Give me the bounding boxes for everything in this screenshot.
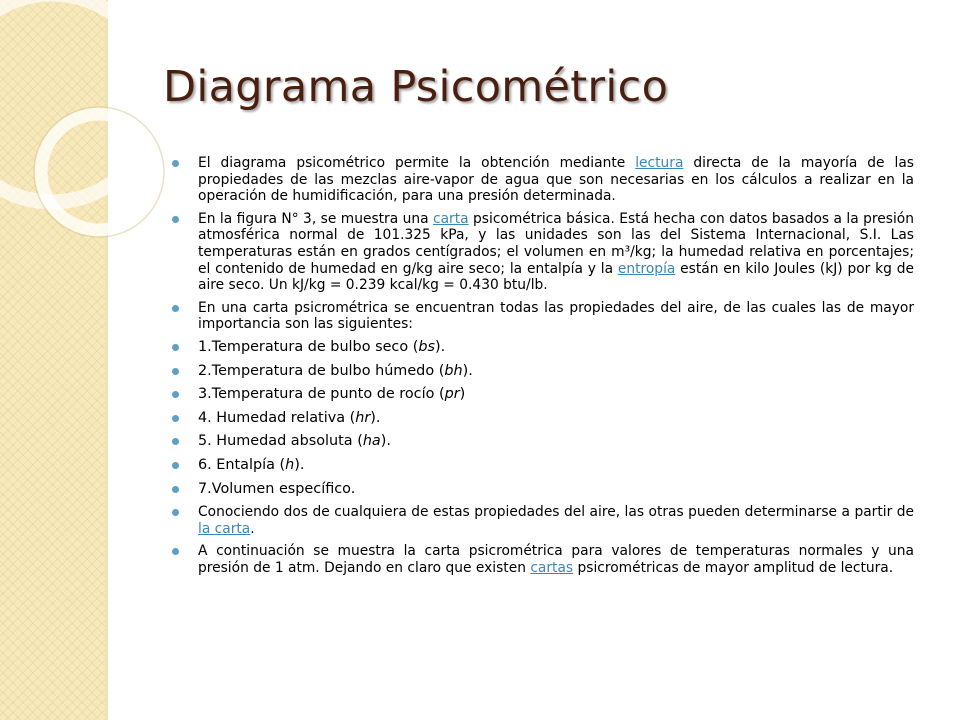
bullet-icon	[172, 509, 179, 516]
property-abbr: bh	[444, 362, 463, 379]
bullet-icon	[172, 160, 179, 167]
property-end: ).	[294, 456, 305, 473]
property-abbr: bs	[418, 338, 435, 355]
property-text: 6. Entalpía (	[198, 456, 286, 473]
link-cartas[interactable]: cartas	[530, 559, 574, 576]
property-item	[172, 410, 914, 427]
side-band-edge	[105, 0, 108, 720]
property-abbr: hr	[355, 409, 371, 426]
property-item	[172, 339, 914, 356]
property-text: 1.Temperatura de bulbo seco (	[198, 338, 419, 355]
list-item	[172, 504, 914, 537]
property-item	[172, 363, 914, 380]
link-la-carta[interactable]: la carta	[198, 520, 251, 537]
paragraph-text: psicrométricas de mayor amplitud de lectura.	[573, 559, 894, 576]
bullet-icon	[172, 391, 179, 398]
list-item	[172, 300, 914, 333]
bullet-icon	[172, 486, 179, 493]
paragraph-text: .	[250, 520, 255, 537]
decorative-side-band	[0, 0, 106, 720]
property-item	[172, 481, 914, 498]
list-item	[172, 543, 914, 576]
property-text: 2.Temperatura de bulbo húmedo (	[198, 362, 445, 379]
bullet-icon	[172, 438, 179, 445]
property-abbr: h	[285, 456, 295, 473]
bullet-icon	[172, 415, 179, 422]
property-item	[172, 457, 914, 474]
property-text: 3.Temperatura de punto de rocío (	[198, 386, 445, 403]
paragraph-text: directa de la mayoría de las propiedades de las mezclas aire-vapor de agua que son necesarias en los cálculos a realizar en la operación de humidificación, para una presión determinada.	[198, 155, 914, 205]
property-end: )	[459, 386, 466, 403]
property-item	[172, 386, 914, 403]
link-carta[interactable]: carta	[433, 210, 469, 227]
paragraph-text: están en kilo Joules (kJ) por kg de aire seco. Un kJ/kg = 0.239 kcal/kg = 0.430 btu/lb.	[198, 260, 914, 294]
paragraph-text: A continuación se muestra la carta psicrométrica para valores de temperaturas normales y una presión de 1 atm. Dejando en claro que existen	[198, 543, 914, 576]
bullet-icon	[172, 344, 179, 351]
bullet-icon	[172, 216, 179, 223]
property-end: ).	[370, 409, 381, 426]
paragraph-text: En la figura N° 3, se muestra una	[198, 210, 434, 227]
property-item	[172, 433, 914, 450]
bullet-icon	[172, 368, 179, 375]
bullet-icon	[172, 305, 179, 312]
paragraph-text: Conociendo dos de cualquiera de estas propiedades del aire, las otras pueden determinarse a partir de	[198, 504, 914, 521]
property-text: 7.Volumen específico.	[198, 480, 356, 497]
property-text: 5. Humedad absoluta (	[198, 433, 363, 450]
paragraph-text: psicométrica básica. Está hecha con datos basados a la presión atmosférica normal de 101.325 kPa, y las unidades son las del Sistema Internacional, S.I. Las temperaturas están en grados centígrados; el volumen en m³/kg; la humedad relativa en porcentajes; el contenido de humedad en g/kg aire seco; la entalpía y la	[198, 210, 914, 277]
list-item	[172, 155, 914, 205]
paragraph-text: El diagrama psicométrico permite la obtención mediante	[198, 155, 636, 171]
property-text: 4. Humedad relativa (	[198, 409, 356, 426]
link-entropia[interactable]: entropía	[617, 260, 676, 277]
property-abbr: ha	[362, 433, 381, 450]
property-abbr: pr	[444, 386, 460, 403]
paragraph-text: En una carta psicrométrica se encuentran todas las propiedades del aire, de las cuales las de mayor importancia son las siguientes:	[198, 299, 914, 333]
bullet-icon	[172, 548, 179, 555]
link-lectura[interactable]: lectura	[635, 155, 684, 171]
bullet-icon	[172, 462, 179, 469]
property-end: ).	[380, 433, 391, 450]
list-item	[172, 211, 914, 294]
property-end: ).	[434, 338, 446, 355]
property-end: ).	[462, 362, 473, 379]
slide-title: Diagrama Psicométrico	[163, 62, 669, 112]
bullet-list	[172, 155, 914, 582]
